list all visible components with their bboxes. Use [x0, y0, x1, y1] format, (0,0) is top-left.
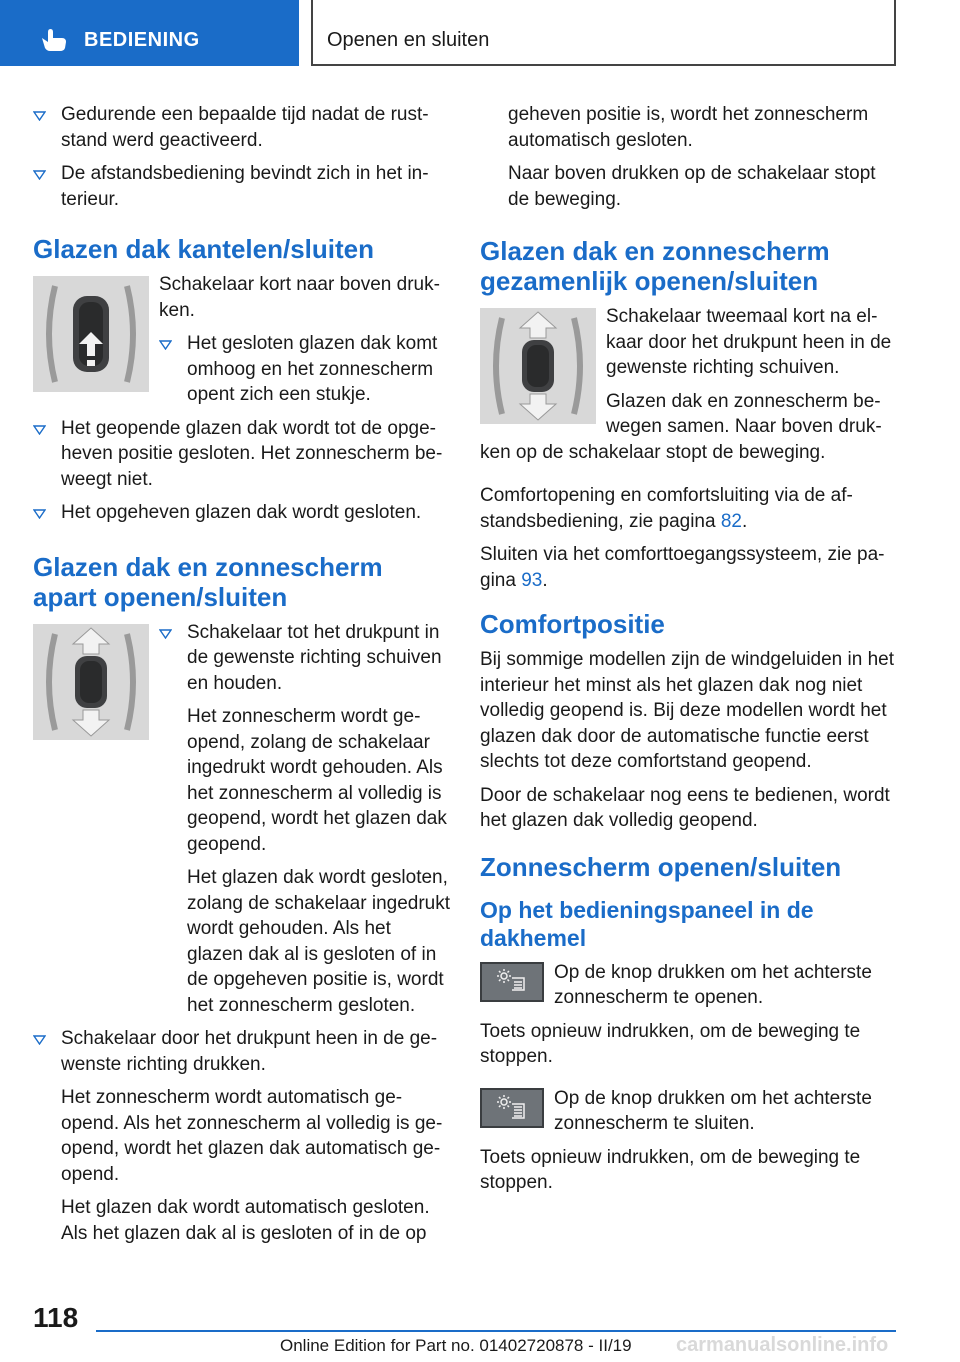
heading-comfortpositie: Comfortpositie — [480, 609, 665, 639]
list-item — [33, 1026, 451, 1246]
triangle-bullet-icon — [33, 111, 46, 121]
page-link-93[interactable]: 93 — [521, 569, 543, 591]
paragraph-text: Sluiten via het comforttoegangssysteem, zie pagina — [480, 544, 885, 591]
close-block — [480, 1086, 898, 1145]
bullet-text: Schakelaar tot het drukpunt in de gewenste richting schuiven en houden. — [187, 621, 442, 694]
switch-updown-image — [33, 624, 149, 740]
paragraph: Toets opnieuw indrukken, om de beweging te stoppen. — [480, 1146, 861, 1193]
bullet-text: Het geopende glazen dak wordt tot de opgeheven positie gesloten. Het zonnescherm beweegt niet. — [61, 417, 443, 490]
section-tab — [0, 0, 299, 66]
bullet-text: Gedurende een bepaalde tijd nadat de ruststand werd geactiveerd. — [61, 104, 429, 151]
left-column — [33, 102, 451, 1254]
bullet-text: Het zonnescherm wordt geopend, zolang de schakelaar ingedrukt wordt gehouden. Als het zonnescherm al volledig is geopend, wordt het glazen dak geopend. — [187, 706, 447, 855]
list-item — [33, 102, 451, 153]
triangle-bullet-icon — [33, 1035, 46, 1045]
paragraph: Door de schakelaar nog eens te bedienen, wordt het glazen dak volledig geopend. — [480, 784, 890, 831]
bullet-text: Het gesloten glazen dak komt omhoog en het zonnescherm opent zich een stukje. — [187, 333, 438, 405]
list-item — [33, 161, 451, 212]
paragraph-text: Comfortopening en comfortsluiting via de afstandsbediening, zie pagina — [480, 485, 853, 532]
heading-apart: Glazen dak en zonnescherm apart openen/sluiten — [33, 551, 383, 612]
comfort-paragraph-1: Comfortopening en comfortsluiting via de afstandsbediening, zie pagina 82. — [480, 485, 853, 532]
triangle-bullet-icon — [159, 340, 172, 350]
bullet-text: Het glazen dak wordt gesloten, zolang de schakelaar ingedrukt wordt gehouden. Als het glazen dak al is gesloten of in de opgeheven positie is, wordt het zonnescherm gesloten. — [187, 867, 451, 1016]
sunblind-close-button-image — [480, 1088, 544, 1128]
bullet-text: De afstandsbediening bevindt zich in het interieur. — [61, 163, 429, 210]
list-item — [159, 331, 451, 408]
triangle-bullet-icon — [33, 170, 46, 180]
section-label: BEDIENING — [84, 29, 200, 51]
bullet-text: Schakelaar door het drukpunt heen in de gewenste richting drukken. — [61, 1028, 438, 1075]
footer-divider — [96, 1330, 896, 1332]
paragraph: Bij sommige modellen zijn de windgeluiden in het interieur het minst als het glazen dak nog niet volledig geopend is. Bij deze modellen wordt het glazen dak door de automatische functie eerst slechts tot deze comfortstand geopend. — [480, 649, 895, 772]
kantelen-text: Schakelaar kort naar boven drukken. — [159, 274, 440, 321]
open-block — [480, 960, 898, 1019]
comfort-paragraph-2: Sluiten via het comforttoegangssysteem, zie pagina 93. — [480, 544, 885, 591]
heading-samen: Glazen dak en zonnescherm gezamenlijk openen/sluiten — [480, 236, 830, 296]
switch-updown-image — [480, 308, 596, 424]
list-item — [33, 416, 451, 493]
paragraph: Glazen dak en zonnescherm bewegen samen. Naar boven drukken op de schakelaar stopt de beweging. — [480, 390, 882, 463]
page-number: 118 — [33, 1302, 79, 1333]
heading-paneel: Op het bedieningspaneel in de dakhemel — [480, 896, 814, 951]
paragraph: Op de knop drukken om het achterste zonnescherm te sluiten. — [554, 1087, 872, 1134]
bullet-text: Het zonnescherm wordt automatisch geopend. Als het zonnescherm al volledig is geopend, wordt het glazen dak automatisch geopend. — [61, 1087, 443, 1185]
sunblind-open-button-image — [480, 962, 544, 1002]
paragraph: Schakelaar tweemaal kort na elkaar door het drukpunt heen in de gewenste richting schuiven. — [606, 306, 892, 378]
paragraph: Toets opnieuw indrukken, om de beweging te stoppen. — [480, 1020, 861, 1067]
switch-tilt-image — [33, 276, 149, 392]
page-header — [0, 0, 960, 66]
edition-text: Online Edition for Part no. 01402720878 - II/19 — [280, 1336, 632, 1355]
chapter-title: Openen en sluiten — [327, 29, 490, 51]
page-link-82[interactable]: 82 — [720, 510, 742, 532]
paragraph: Naar boven drukken op de schakelaar stopt de beweging. — [508, 163, 876, 210]
watermark: carmanualsonline.info — [676, 1334, 889, 1356]
right-column — [480, 102, 898, 1204]
chapter-box — [311, 0, 896, 66]
samen-block — [480, 304, 898, 473]
heading-zonnescherm: Zonnescherm openen/sluiten — [480, 851, 842, 882]
paragraph: geheven positie is, wordt het zonnescherm automatisch gesloten. — [508, 104, 869, 151]
bullet-text: Het glazen dak wordt automatisch gesloten. Als het glazen dak al is gesloten of in de op — [61, 1197, 430, 1244]
triangle-bullet-icon — [33, 425, 46, 435]
apart-block — [33, 620, 451, 1027]
continued-text — [480, 102, 898, 212]
paragraph: Op de knop drukken om het achterste zonnescherm te openen. — [554, 961, 872, 1008]
list-item — [33, 500, 451, 526]
hand-icon — [38, 26, 70, 52]
triangle-bullet-icon — [159, 629, 172, 639]
kantelen-block — [33, 272, 451, 416]
bullet-text: Het opgeheven glazen dak wordt gesloten. — [61, 502, 422, 523]
heading-kantelen: Glazen dak kantelen/sluiten — [33, 234, 374, 264]
list-item — [159, 620, 451, 1019]
triangle-bullet-icon — [33, 509, 46, 519]
